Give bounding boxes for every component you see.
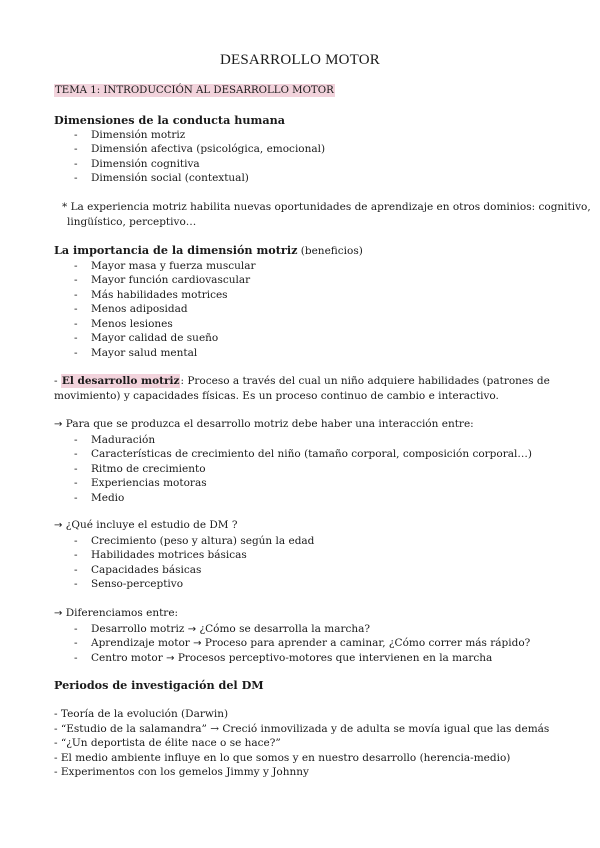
list-item: - Ritmo de crecimiento — [54, 462, 574, 477]
list-item: - Teoría de la evolución (Darwin) — [54, 708, 229, 720]
importancia-list — [54, 259, 554, 361]
list-item: - Dimensión motriz — [54, 128, 554, 143]
list-item: - Experiencias motoras — [54, 476, 574, 491]
term: Desarrollo motriz — [91, 622, 188, 635]
interaccion-intro-text: Para que se produzca el desarrollo motriz debe haber una interacción entre: — [62, 418, 474, 430]
page-title: DESARROLLO MOTOR — [219, 52, 381, 68]
arrow-icon: → — [166, 652, 175, 664]
arrow-icon: → — [54, 608, 63, 619]
description: Proceso para aprender a caminar, ¿Cómo correr más rápido? — [201, 637, 531, 649]
interaccion-intro — [54, 417, 574, 433]
term: Centro motor — [91, 651, 167, 664]
list-item: - Mayor salud mental — [54, 346, 554, 361]
dimensiones-note — [62, 200, 591, 229]
list-item: - Medio — [54, 491, 574, 506]
estudio-intro-text: ¿Qué incluye el estudio de DM ? — [62, 519, 238, 531]
estudio-intro — [54, 518, 554, 534]
list-item: - Mayor función cardiovascular — [54, 273, 554, 288]
definicion-line — [54, 374, 574, 389]
list-item: - Menos adiposidad — [54, 302, 554, 317]
definicion-text: : Proceso a través del cual un niño adquiere habilidades (patrones de — [180, 375, 550, 387]
definicion-prefix: - — [54, 375, 61, 387]
importancia-heading — [54, 243, 554, 259]
list-item: - Maduración — [54, 433, 574, 448]
list-item: - Experimentos con los gemelos Jimmy y Johnny — [54, 766, 309, 778]
periodos-heading: Periodos de investigación del DM — [54, 678, 264, 692]
list-item — [54, 622, 574, 637]
definicion-section — [54, 374, 574, 403]
arrow-icon: → — [193, 638, 202, 649]
list-item: - Menos lesiones — [54, 317, 554, 332]
term: Aprendizaje motor — [91, 637, 194, 649]
interaccion-section — [54, 417, 574, 505]
list-item — [54, 636, 574, 651]
arrow-icon: → — [54, 520, 63, 531]
periodos-section — [54, 678, 554, 693]
definicion-line-2: movimiento) y capacidades físicas. Es un proceso continuo de cambio e interactivo. — [54, 389, 499, 402]
list-item: - Capacidades básicas — [54, 563, 554, 578]
arrow-icon: → — [54, 419, 63, 430]
diferenciamos-intro-text: Diferenciamos entre: — [62, 607, 179, 619]
importancia-heading-suffix: (beneficios) — [297, 245, 363, 257]
note-line: * La experiencia motriz habilita nuevas oportunidades de aprendizaje en otros dominios: cognitivo, — [62, 201, 591, 213]
description: Procesos perceptivo-motores que intervienen en la marcha — [174, 651, 493, 664]
list-item: - Dimensión afectiva (psicológica, emocional) — [54, 142, 554, 157]
list-item: - Dimensión social (contextual) — [54, 171, 554, 186]
list-item: - Crecimiento (peso y altura) según la edad — [54, 534, 554, 549]
dimensiones-list — [54, 128, 554, 186]
diferenciamos-intro — [54, 606, 574, 622]
list-item: - Mayor calidad de sueño — [54, 331, 554, 346]
estudio-section — [54, 518, 554, 592]
definicion-term: El desarrollo motriz — [61, 375, 180, 387]
list-item: - “¿Un deportista de élite nace o se hace?” — [54, 737, 281, 749]
list-item: - El medio ambiente influye en lo que somos y en nuestro desarrollo (herencia-medio) — [54, 751, 511, 764]
interaccion-list — [54, 433, 574, 506]
tema-highlight: TEMA 1: INTRODUCCIÓN AL DESARROLLO MOTOR — [55, 85, 334, 96]
list-item — [54, 651, 574, 666]
list-item: - Dimensión cognitiva — [54, 157, 554, 172]
diferenciamos-list — [54, 622, 574, 666]
description: ¿Cómo se desarrolla la marcha? — [196, 622, 371, 635]
estudio-list — [54, 534, 554, 592]
dimensiones-section — [54, 113, 554, 186]
list-item: - Mayor masa y fuerza muscular — [54, 259, 554, 274]
list-item: - Habilidades motrices básicas — [54, 548, 554, 563]
list-item: - “Estudio de la salamandra” → Creció inmovilizada y de adulta se movía igual que las demás — [54, 722, 550, 735]
dimensiones-heading: Dimensiones de la conducta humana — [54, 113, 285, 127]
diferenciamos-section — [54, 606, 574, 665]
list-item: - Características de crecimiento del niño (tamaño corporal, composición corporal…) — [54, 447, 574, 462]
note-line: lingüístico, perceptivo… — [67, 215, 197, 228]
list-item: - Senso-perceptivo — [54, 577, 554, 592]
arrow-icon: → — [187, 623, 197, 635]
importancia-heading-text: La importancia de la dimensión motriz — [54, 243, 298, 257]
importancia-section — [54, 243, 554, 360]
tema-heading — [54, 84, 554, 99]
list-item: - Más habilidades motrices — [54, 288, 554, 303]
periodos-list — [54, 707, 574, 780]
